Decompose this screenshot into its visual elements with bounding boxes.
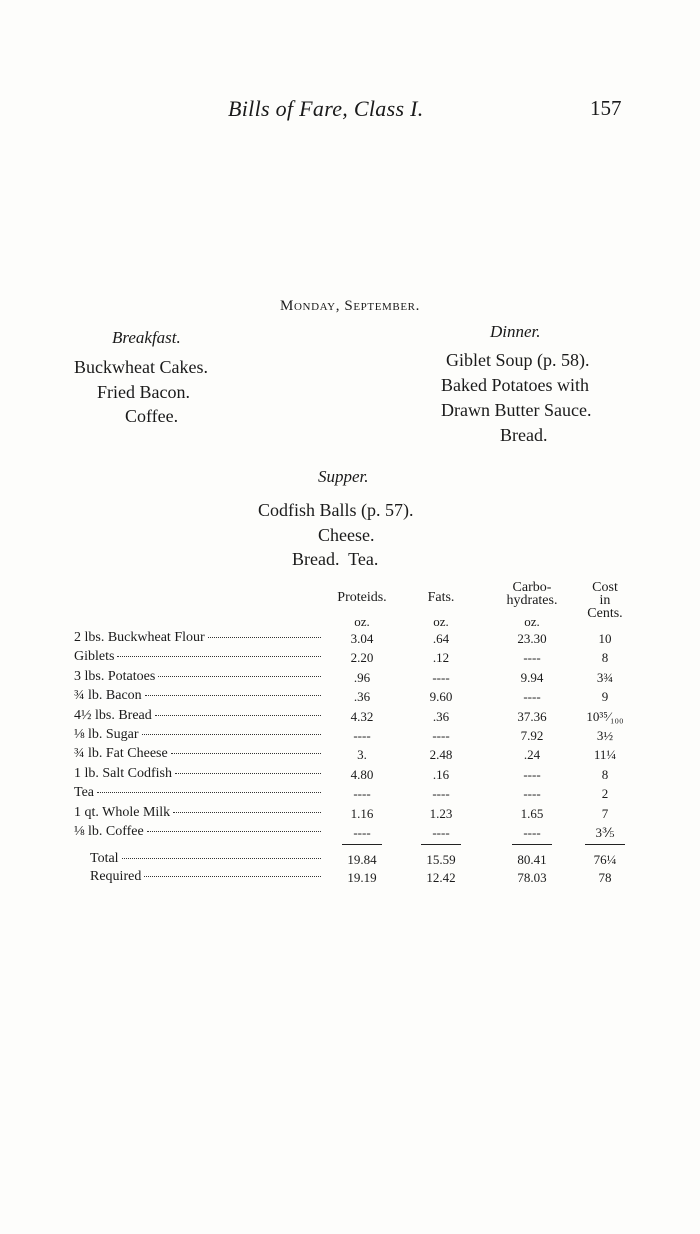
row-label [74,766,321,782]
cell-proteids: 19.84 [347,852,377,867]
cell-carbo: 7.92 [520,728,544,743]
cell-proteids: 2.20 [350,650,374,665]
cell-fats: 9.60 [429,689,453,704]
cell-proteids: ---- [353,825,371,840]
breakfast-item: Buckwheat Cakes. [74,357,208,377]
cell-carbo: ---- [523,689,541,704]
total-rule [342,844,382,845]
cell-cost: 7 [601,806,609,821]
breakfast-heading: Breakfast. [112,328,181,347]
row-label-text: Required [90,869,142,884]
supper-item: Bread. Tea. [292,549,379,569]
cell-cost: 9 [601,689,609,704]
row-label-text: 1 lb. Salt Codfish [74,766,173,781]
cell-fats: 12.42 [426,870,456,885]
leader-dots [117,656,321,657]
total-rule [421,844,461,845]
supper-heading: Supper. [318,467,369,486]
leader-dots [122,858,321,859]
row-label-text: ⅛ lb. Coffee [74,824,144,839]
cell-proteids: 4.32 [350,709,374,724]
column-header-cost-line: Cost [592,580,618,595]
page-number: 157 [590,96,622,120]
row-label-text: ⅛ lb. Sugar [74,727,139,742]
column-header-carbohydrates-line: Carbo- [512,580,552,595]
row-label [74,824,321,840]
cell-fats: .36 [432,709,450,724]
unit-proteids: oz. [354,614,370,629]
column-header-carbohydrates-line: hydrates. [506,593,558,608]
cell-carbo: ---- [523,786,541,801]
row-label-text: 4½ lbs. Bread [74,708,152,723]
row-label-text: Tea [74,785,95,800]
row-label-text: 2 lbs. Buckwheat Flour [74,630,205,645]
dinner-heading: Dinner. [490,322,541,341]
cell-fats: .12 [432,650,450,665]
cell-cost: 11¼ [593,747,617,762]
cell-cost: 76¼ [593,852,617,867]
supper-item: Cheese. [318,525,375,545]
leader-dots [208,637,321,638]
leader-dots [147,831,321,832]
cell-carbo: ---- [523,825,541,840]
column-header-proteids: Proteids. [337,590,387,605]
cell-carbo: 80.41 [517,852,547,867]
cell-proteids: ---- [353,728,371,743]
row-label-text: 1 qt. Whole Milk [74,805,171,820]
cell-carbo: 37.36 [517,709,547,724]
leader-dots [145,695,321,696]
leader-dots [155,715,321,716]
row-label-text: ¾ lb. Fat Cheese [74,746,168,761]
cell-proteids: .96 [353,670,371,685]
cell-cost: 3½ [596,728,614,743]
cell-proteids: 3. [357,747,367,762]
cell-carbo: 23.30 [517,631,547,646]
cell-proteids: 19.19 [347,870,377,885]
leader-dots [142,734,321,735]
column-header-fats: Fats. [427,590,455,605]
cell-carbo: .24 [523,747,541,762]
cell-carbo: 9.94 [520,670,544,685]
row-label [74,708,321,724]
menu-day-heading: Monday, September. [280,298,420,314]
unit-fats: oz. [433,614,449,629]
running-head [0,96,700,126]
running-head-title: Bills of Fare, Class I. [228,96,424,121]
cell-cost: 2 [601,786,609,801]
row-label [74,688,321,704]
cell-fats: 1.23 [429,806,453,821]
cell-carbo: 1.65 [520,806,544,821]
row-label [74,805,321,821]
column-header-cost-line: Cents. [587,606,623,621]
cell-fats: .64 [432,631,450,646]
row-label [74,630,321,646]
cell-cost: 3⅗ [595,825,615,840]
leader-dots [97,792,321,793]
row-label [74,746,321,762]
dinner-item: Bread. [500,425,548,445]
row-label [74,785,321,801]
cell-cost: 8 [601,650,609,665]
row-label [74,727,321,743]
leader-dots [171,753,321,754]
row-label [74,649,321,665]
cell-cost: 10 [598,631,612,646]
cell-fats: ---- [432,825,450,840]
total-rule [512,844,552,845]
row-label [74,669,321,685]
cell-cost: 3¾ [596,670,614,685]
breakfast-item: Fried Bacon. [97,382,190,402]
cell-fats: ---- [432,670,450,685]
row-label [90,869,321,885]
cell-fats: 2.48 [429,747,453,762]
cell-proteids: 1.16 [350,806,374,821]
cell-fats: 15.59 [426,852,456,867]
cell-fats: ---- [432,786,450,801]
total-rule [585,844,625,845]
cell-cost: 10³⁵⁄₁₀₀ [586,709,624,724]
column-header-cost [576,581,634,620]
row-label-text: ¾ lb. Bacon [74,688,142,703]
cell-proteids: ---- [353,786,371,801]
cell-cost: 78 [598,870,612,885]
leader-dots [173,812,321,813]
row-label [90,851,321,867]
dinner-item: Baked Potatoes with [441,375,589,395]
cell-carbo: 78.03 [517,870,547,885]
dinner-item: Giblet Soup (p. 58). [446,350,590,370]
row-label-text: 3 lbs. Potatoes [74,669,156,684]
cell-fats: ---- [432,728,450,743]
cell-proteids: 4.80 [350,767,374,782]
row-label-text: Total [90,851,119,866]
cell-carbo: ---- [523,650,541,665]
breakfast-item: Coffee. [125,406,179,426]
row-label-text: Giblets [74,649,115,664]
supper-item: Codfish Balls (p. 57). [258,500,414,520]
column-header-carbohydrates [490,581,574,607]
cell-cost: 8 [601,767,609,782]
unit-carbohydrates: oz. [524,614,540,629]
dinner-item: Drawn Butter Sauce. [441,400,592,420]
cell-proteids: .36 [353,689,371,704]
leader-dots [175,773,321,774]
leader-dots [144,876,321,877]
cell-fats: .16 [432,767,450,782]
cell-proteids: 3.04 [350,631,374,646]
column-header-cost-line: in [599,593,611,608]
leader-dots [158,676,321,677]
cell-carbo: ---- [523,767,541,782]
